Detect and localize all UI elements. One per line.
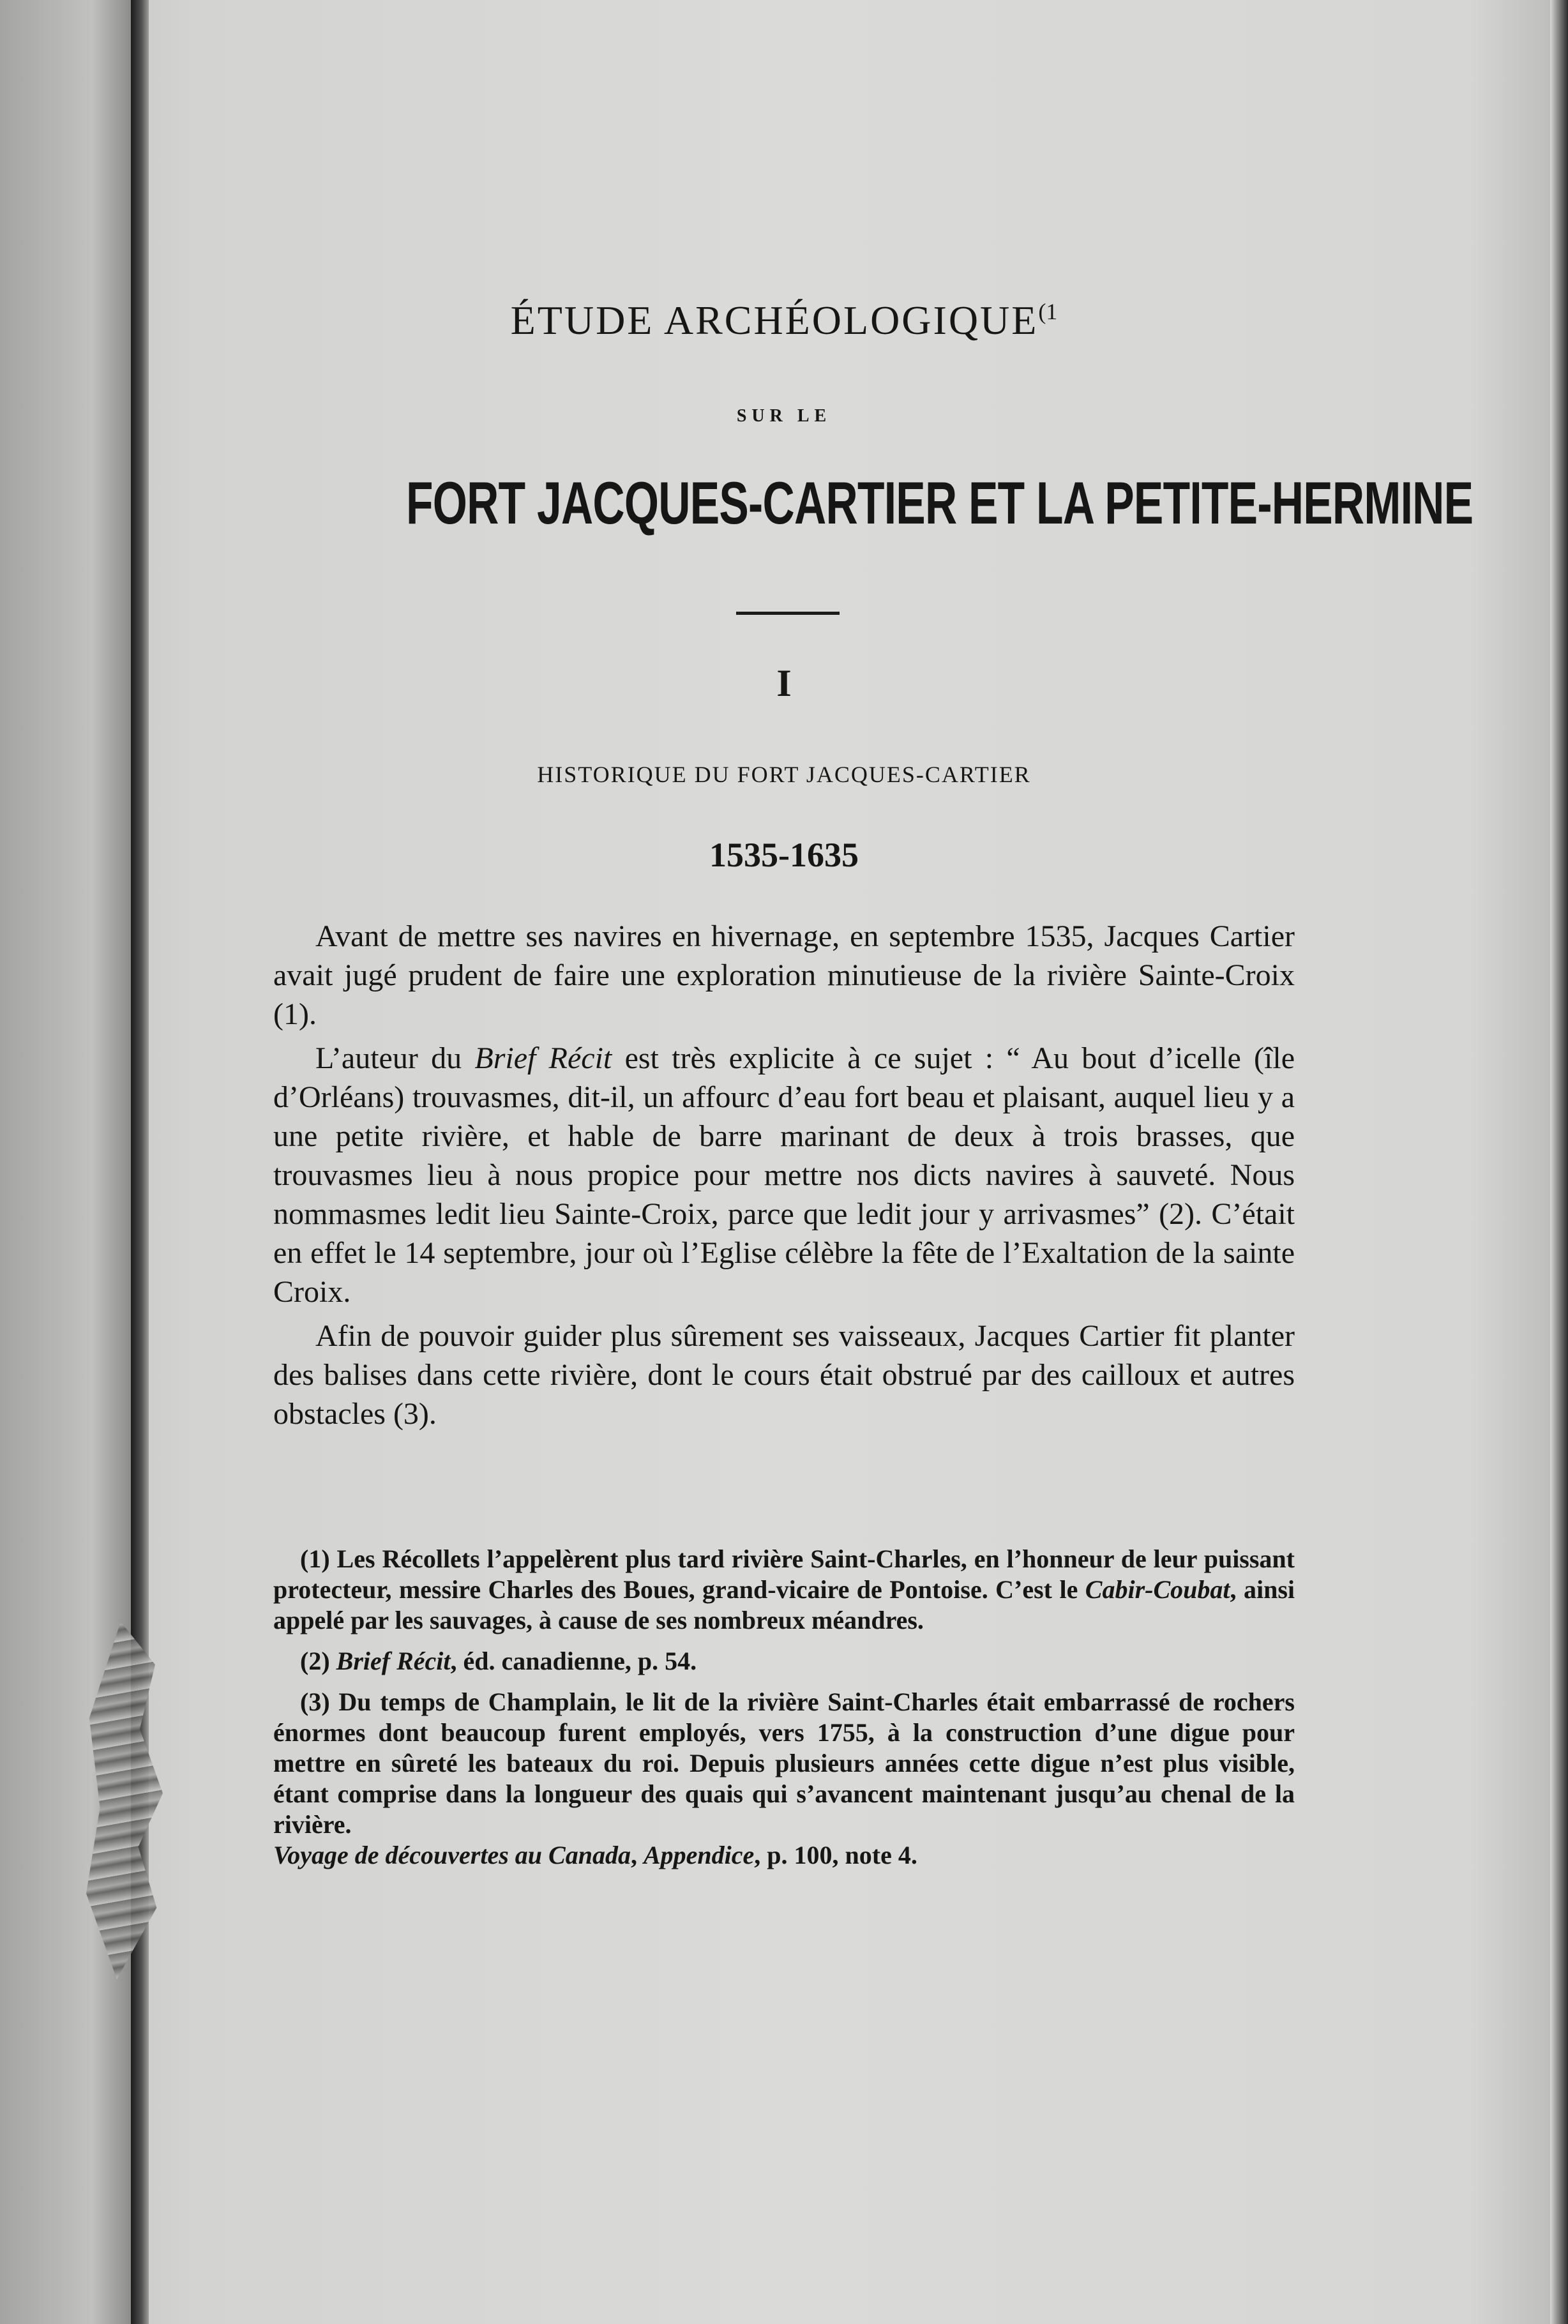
footnote-source-separator: , [630,1841,644,1869]
binding-spine [131,0,149,2324]
italic-reference: Brief Récit [474,1041,612,1075]
body-paragraph [273,917,1295,1034]
footnote-text: , ainsi appelé par les sauvages, à cause de ses nombreux méandres. [273,1575,1295,1634]
footnote-italic-reference: Brief Récit [336,1647,451,1675]
section-years: 1535-1635 [709,836,859,874]
paragraph-text: L’auteur du [315,1041,475,1075]
footnote-source-title: Voyage de découvertes au Canada [273,1841,631,1869]
body-paragraph [273,1317,1295,1433]
footnote-source-locator: , p. 100, note 4. [754,1841,917,1869]
section-title: HISTORIQUE DU FORT JACQUES-CARTIER [537,762,1031,787]
paragraph-text: est très explicite à ce sujet : “ Au bout d’icelle (île d’Orléans) trouvasmes, dit-il, un affourc d’eau fort beau et plaisant, auquel lieu y a une petite rivière, et hable de barre marinant de deux à trois brasses, que trouvasmes lieu à nous propice pour mettre nos dicts navires à sauveté. Nous nommasmes ledit lieu Sainte-Croix, parce que ledit jour y arrivasmes” (2). C’était en effet le 14 septembre, jour où l’Eglise célèbre la fête de l’Exaltation de la sainte Croix. [273,1041,1295,1309]
footnote-text: (2) [300,1647,336,1675]
footnote-italic-term: Cabir-Coubat [1085,1575,1230,1604]
footnotes [273,1544,1295,1881]
main-title: FORT JACQUES-CARTIER ET LA PETITE-HERMINE [406,469,1474,536]
footnote [273,1646,1295,1677]
body-text [273,917,1295,1438]
paragraph-text: Avant de mettre ses navires en hivernage, en septembre 1535, Jacques Cartier avait jugé prudent de faire une exploration minutieuse de la rivière Sainte-Croix (1). [273,919,1295,1031]
page-content [273,0,1474,2324]
footnote-text: , éd. canadienne, p. 54. [450,1647,697,1675]
footnote-text: (3) Du temps de Champlain, le lit de la rivière Saint-Charles était embarrassé de rochers énormes dont beaucoup furent employés, vers 1755, à la construction d’une digue pour mettre en sûreté les bateaux du roi. Depuis plusieurs années cette digue n’est plus visible, étant comprise dans la longueur des quais qui s’avancent maintenant jusqu’au chenal de la rivière. [273,1687,1295,1839]
left-page-margin [0,0,131,2324]
footnote-text: (1) Les Récollets l’appelèrent plus tard rivière Saint-Charles, en l’honneur de leur puissant protecteur, messire Charles des Boues, grand-vicaire de Pontoise. C’est le [273,1544,1295,1604]
footnote-source-section: Appendice [643,1841,755,1869]
section-numeral: I [776,662,792,704]
right-scan-edge [1550,0,1568,2324]
document-title [273,300,1295,341]
title-divider [736,612,840,615]
title-connector: SUR LE [736,406,832,426]
body-paragraph [273,1039,1295,1311]
footnote [273,1544,1295,1636]
footnote [273,1687,1295,1871]
document-title-text: ÉTUDE ARCHÉOLOGIQUE [510,298,1039,343]
paragraph-text: Afin de pouvoir guider plus sûrement ses vaisseaux, Jacques Cartier fit planter des balises dans cette rivière, dont le cours était obstrué par des cailloux et autres obstacles (3). [273,1319,1295,1431]
title-footnote-marker: (1 [1038,299,1058,324]
